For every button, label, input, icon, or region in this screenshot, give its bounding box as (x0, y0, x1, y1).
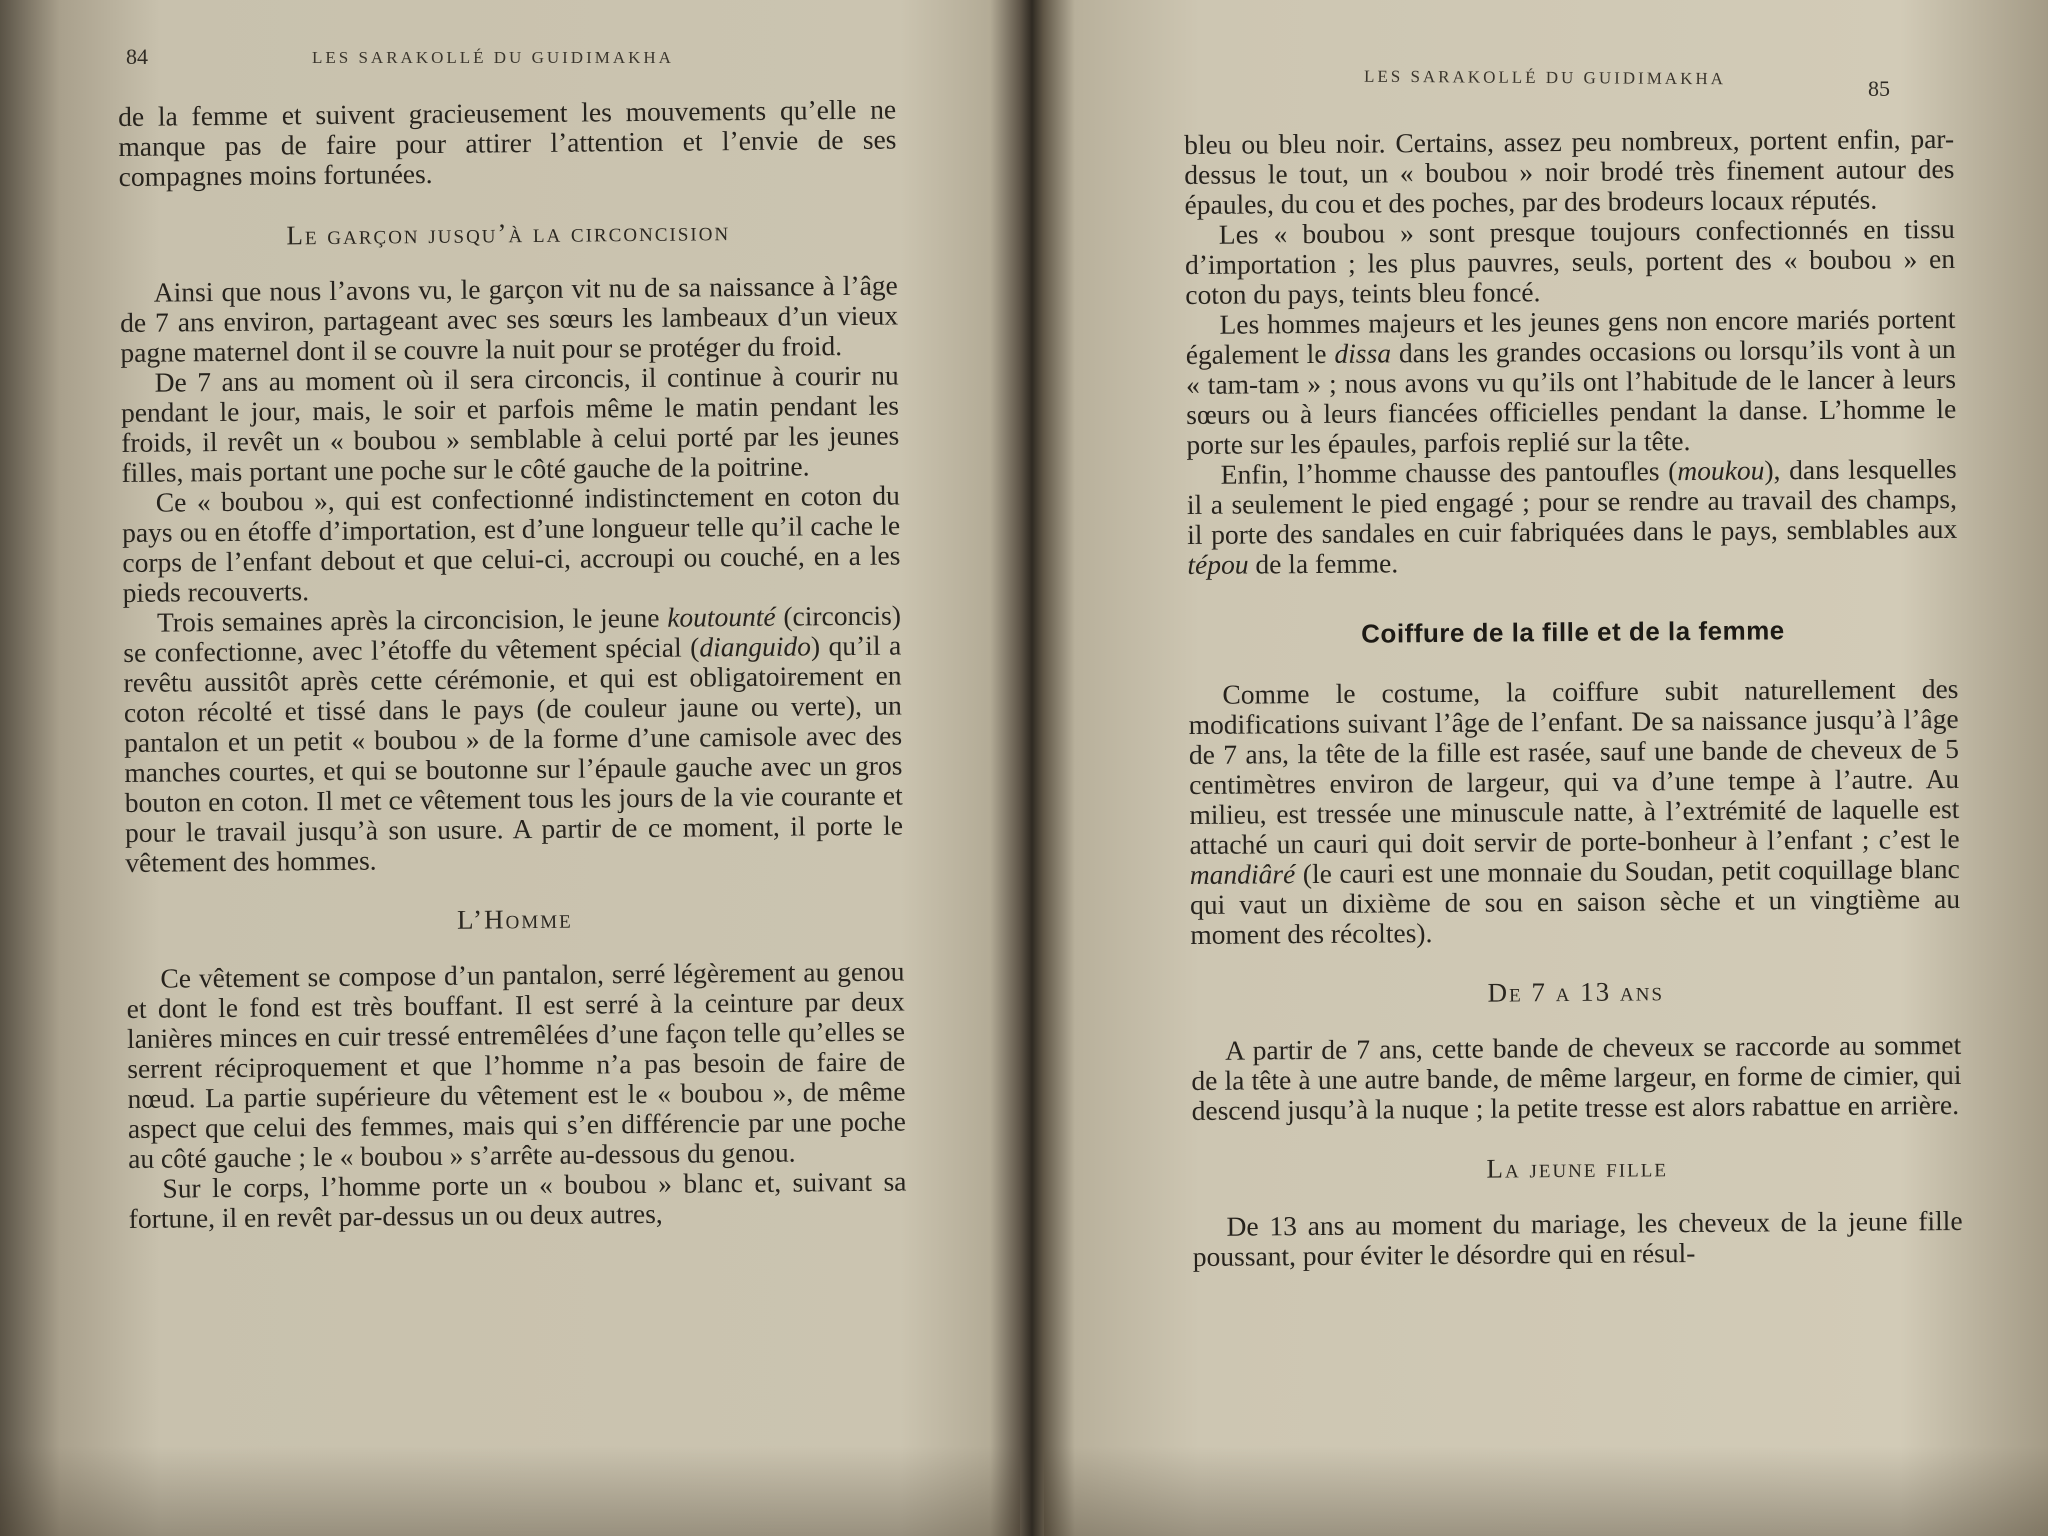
text-run: Les hommes majeurs et les jeunes gens non encore mariés portent également le (1185, 302, 1956, 370)
italic-term: mandiâré (1189, 858, 1296, 890)
right-page-number: 85 (1868, 76, 1890, 101)
paragraph: Ce vêtement se compose d’un pantalon, serré légèrement au genou et dont le fond est très bouffant. Il est serré à la ceinture par deux lanières minces en cuir tressé entremêlées d’une façon telle qu’elles se serrent réciproquement et que l’homme n’a pas besoin de faire de nœud. La partie supérieure du vêtement est le « boubou », de même aspect que celui des femmes, mais qui s’en différencie par une poche au côté gauche ; le « boubou » s’arrête au-dessous du genou. (126, 955, 906, 1174)
section-heading: La jeune fille (1486, 1152, 1669, 1184)
left-page-text (118, 95, 907, 1234)
paragraph: Ainsi que nous l’avons vu, le garçon vit nu de sa naissance à l’âge de 7 ans environ, partageant avec ses sœurs les lambeaux d’un vieux pagne maternel dont il se couvre la nuit pour se protéger du froid. (119, 269, 899, 368)
paragraph: Ce « boubou », qui est confectionné indistinctement en coton du pays ou en étoffe d’importation, est d’une longueur telle qu’il cache le corps de l’enfant debout et que celui-ci, accroupi ou couché, en a les pieds recouverts. (121, 479, 901, 608)
right-page (1044, 0, 2048, 1536)
text-run: ), dans lesquelles il a seulement le pied engagé ; pour se rendre au travail des champs, il porte des sandales en cuir fabriquées dans le pays, semblables aux (1186, 452, 1958, 550)
section-heading: L’Homme (456, 903, 573, 935)
text-run: Trois semaines après la circoncision, le jeune (156, 601, 668, 638)
right-running-head: LES SARAKOLLÉ DU GUIDIMAKHA (1363, 66, 1727, 89)
italic-term: koutounté (667, 600, 776, 633)
left-page (0, 0, 1020, 1536)
right-page-text (1184, 124, 1963, 1272)
paragraph (1185, 304, 1956, 460)
section-heading: Le garçon jusqu’à la circoncision (286, 216, 731, 251)
italic-term: dissa (1334, 337, 1392, 369)
paragraph (1188, 674, 1960, 950)
right-page-shadow (1044, 1446, 2048, 1536)
paragraph: bleu ou bleu noir. Certains, assez peu nombreux, portent enfin, par-dessus le tout, un « boubou » noir brodé très finement autour des épaules, du cou et des poches, par des brodeurs locaux réputés. (1183, 122, 1955, 220)
text-run: dans les grandes occasions ou lorsqu’ils vont à un « tam-tam » ; nous avons vu qu’ils ont l’habitude de le lancer à leurs sœurs ou à leurs fiancées officielles pendant la danse. L’homme le porte sur les épaules, parfois replié sur la tête. (1185, 332, 1957, 460)
text-run: Enfin, l’homme chausse des pantoufles ( (1220, 455, 1678, 490)
paragraph (123, 601, 904, 878)
text-run: ) qu’il a revêtu aussitôt après cette cérémonie, et qui est obligatoirement en coton récolté et tissé dans le pays (de couleur jaune ou verte), un pantalon et un petit « boubou » de la forme d’une camisole avec des manches courtes, et qui se boutonne sur l’épaule gauche avec un gros bouton en coton. Il met ce vêtement tous les jours de la vie courante et pour le travail jusqu’à son usure. A partir de ce moment, il porte le vêtement des hommes. (123, 629, 904, 878)
text-run: de la femme. (1248, 547, 1399, 580)
text-run: (le cauri est une monnaie du Soudan, petit coquillage blanc qui vaut un dixième de sou en saison sèche et un vingtième au moment des récoltes). (1189, 852, 1961, 950)
paragraph: de la femme et suivent gracieusement les mouvements qu’elle ne manque pas de faire pour attirer l’attention et l’envie de ses compagnes moins fortunées. (117, 93, 897, 192)
paragraph: A partir de 7 ans, cette bande de cheveux se raccorde au sommet de la tête à une autre bande, de même largeur, en forme de cimier, qui descend jusqu’à la nuque ; la petite tresse est alors rabattue en arrière. (1191, 1028, 1962, 1126)
text-run: (circoncis) se confectionne, avec l’étoffe du vêtement spécial ( (123, 599, 902, 668)
italic-term: moukou (1677, 454, 1765, 487)
italic-term: tépou (1187, 548, 1249, 580)
paragraph: De 7 ans au moment où il sera circoncis, il continue à courir nu pendant le jour, mais, le soir et parfois même le matin pendant les froids, il revêt un « boubou » semblable à celui porté par les jeunes filles, mais portant une poche sur le côté gauche de la poitrine. (120, 359, 900, 488)
paragraph (1187, 454, 1958, 580)
left-page-shadow (0, 1446, 1020, 1536)
text-run: Comme le costume, la coiffure subit naturellement des modifications suivant l’âge de l’enfant. De sa naissance jusqu’à l’âge de 7 ans, la tête de la fille est rasée, sauf une bande de cheveux de 5 centimètres environ de largeur, qui va d’une tempe à l’autre. Au milieu, est tressée une minuscule natte, à l’extrémité de laquelle est attaché un cauri qui doit servir de porte-bonheur à l’enfant ; c’est le (1188, 672, 1960, 860)
paragraph: De 13 ans au moment du mariage, les cheveux de la jeune fille poussant, pour éviter le désordre qui en résul- (1192, 1204, 1963, 1272)
section-heading: De 7 a 13 ans (1487, 976, 1665, 1008)
italic-term: dianguido (699, 630, 812, 663)
left-page-number: 84 (126, 44, 148, 69)
paragraph: Les « boubou » sont presque toujours confectionnés en tissu d’importation ; les plus pauvres, seuls, portent des « boubou » en coton du pays, teints bleu foncé. (1184, 212, 1956, 310)
chapter-heading: Coiffure de la fille et de la femme (1361, 615, 1785, 649)
left-running-head: LES SARAKOLLÉ DU GUIDIMAKHA (312, 48, 674, 67)
paragraph: Sur le corps, l’homme porte un « boubou » blanc et, suivant sa fortune, il en revêt par-dessus un ou deux autres, (128, 1165, 907, 1234)
